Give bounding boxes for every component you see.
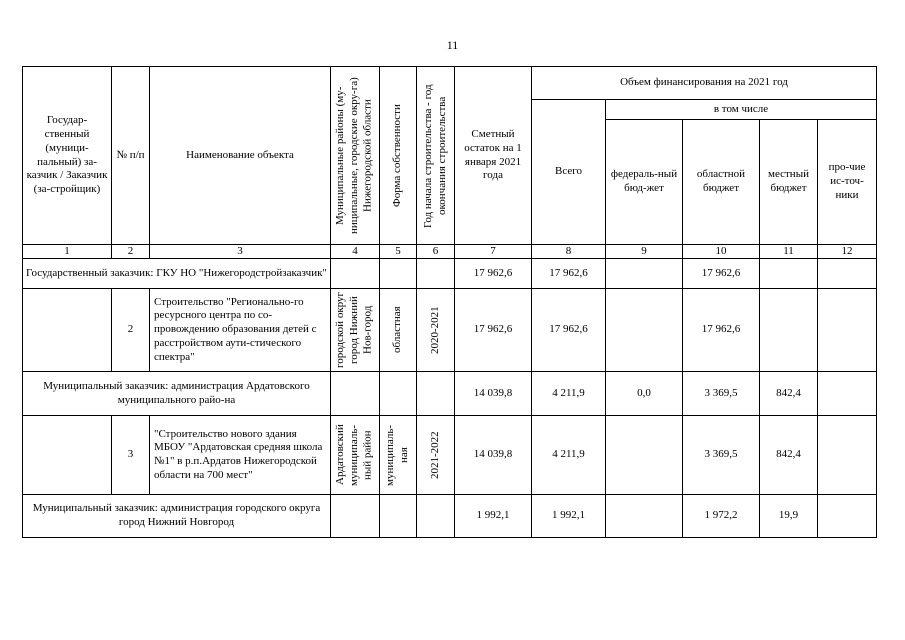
empty-cell <box>417 259 455 289</box>
customer-label: Муниципальный заказчик: администрация городского округа город Нижний Новгород <box>23 495 331 538</box>
other-cell <box>818 259 877 289</box>
federal-cell <box>606 289 683 372</box>
ownership-cell <box>380 289 417 372</box>
federal-cell <box>606 259 683 289</box>
column-number: 12 <box>818 245 877 259</box>
customer-row <box>23 495 877 538</box>
federal-cell <box>606 416 683 495</box>
page-number: 11 <box>446 38 459 52</box>
empty-cell <box>380 372 417 416</box>
regional-cell: 1 972,2 <box>683 495 760 538</box>
column-number: 11 <box>760 245 818 259</box>
customer-label: Государственный заказчик: ГКУ НО "Нижегородстройзаказчик" <box>23 259 331 289</box>
regional-cell: 3 369,5 <box>683 372 760 416</box>
object-municipality: Ардатовский муниципаль-ный район <box>334 424 374 486</box>
local-cell: 19,9 <box>760 495 818 538</box>
object-num: 2 <box>112 289 150 372</box>
other-cell <box>818 289 877 372</box>
object-num: 3 <box>112 416 150 495</box>
header-other: про-чие ис-точ-ники <box>818 120 877 245</box>
header-object-name: Наименование объекта <box>150 67 331 245</box>
local-cell <box>760 289 818 372</box>
other-cell <box>818 416 877 495</box>
other-cell <box>818 495 877 538</box>
federal-cell: 0,0 <box>606 372 683 416</box>
local-cell <box>760 259 818 289</box>
column-number: 6 <box>417 245 455 259</box>
total-cell: 4 211,9 <box>532 372 606 416</box>
header-municipality: Муниципальные районы (му-ниципальные, городские окру-га) Нижегородской области <box>334 77 374 234</box>
customer-row <box>23 372 877 416</box>
header-years: Год начала строительства - год окончания строительства <box>421 83 448 228</box>
empty-cell <box>380 259 417 289</box>
header-including: в том числе <box>606 100 877 120</box>
column-number: 10 <box>683 245 760 259</box>
header-years-cell <box>417 67 455 245</box>
empty-cell <box>417 495 455 538</box>
object-ownership: муниципаль-ная <box>384 424 410 486</box>
empty-cell <box>380 495 417 538</box>
estimated-cell: 17 962,6 <box>455 289 532 372</box>
local-cell: 842,4 <box>760 372 818 416</box>
object-row <box>23 416 877 495</box>
object-row <box>23 289 877 372</box>
estimated-cell: 14 039,8 <box>455 416 532 495</box>
empty-cell <box>331 259 380 289</box>
object-years: 2021-2022 <box>428 431 441 479</box>
regional-cell: 17 962,6 <box>683 289 760 372</box>
customer-row <box>23 259 877 289</box>
object-municipality: городской округ город Нижний Нов-город <box>334 291 374 369</box>
municipality-cell <box>331 416 380 495</box>
header-estimated-balance: Сметный остаток на 1 января 2021 года <box>455 67 532 245</box>
years-cell <box>417 416 455 495</box>
column-number: 5 <box>380 245 417 259</box>
object-years: 2020-2021 <box>428 306 441 354</box>
column-number: 8 <box>532 245 606 259</box>
financing-table <box>22 66 877 538</box>
customer-label: Муниципальный заказчик: администрация Ардатовского муниципального райо-на <box>23 372 331 416</box>
header-municipality-cell <box>331 67 380 245</box>
object-name: Строительство "Регионально-го ресурсного центра по со-провождению образования детей с расстройством аути-стического спектра" <box>150 289 331 372</box>
total-cell: 17 962,6 <box>532 289 606 372</box>
column-number: 2 <box>112 245 150 259</box>
estimated-cell: 17 962,6 <box>455 259 532 289</box>
empty-cell <box>23 416 112 495</box>
other-cell <box>818 372 877 416</box>
header-total: Всего <box>532 100 606 245</box>
header-ownership-cell <box>380 67 417 245</box>
federal-cell <box>606 495 683 538</box>
total-cell: 4 211,9 <box>532 416 606 495</box>
empty-cell <box>23 289 112 372</box>
header-num: № п/п <box>112 67 150 245</box>
ownership-cell <box>380 416 417 495</box>
header-federal: федераль-ный бюд-жет <box>606 120 683 245</box>
estimated-cell: 1 992,1 <box>455 495 532 538</box>
column-number: 1 <box>23 245 112 259</box>
header-local: местный бюджет <box>760 120 818 245</box>
empty-cell <box>417 372 455 416</box>
header-funding-2021: Объем финансирования на 2021 год <box>532 67 877 100</box>
total-cell: 1 992,1 <box>532 495 606 538</box>
municipality-cell <box>331 289 380 372</box>
object-name: "Строительство нового здания МБОУ "Ардатовская средняя школа №1" в р.п.Ардатов Нижегородской области на 700 мест" <box>150 416 331 495</box>
empty-cell <box>331 495 380 538</box>
column-number: 9 <box>606 245 683 259</box>
header-regional: областной бюджет <box>683 120 760 245</box>
header-ownership: Форма собственности <box>391 104 404 207</box>
object-ownership: областная <box>391 306 404 354</box>
regional-cell: 17 962,6 <box>683 259 760 289</box>
column-number: 7 <box>455 245 532 259</box>
estimated-cell: 14 039,8 <box>455 372 532 416</box>
column-number: 4 <box>331 245 380 259</box>
regional-cell: 3 369,5 <box>683 416 760 495</box>
total-cell: 17 962,6 <box>532 259 606 289</box>
local-cell: 842,4 <box>760 416 818 495</box>
years-cell <box>417 289 455 372</box>
column-numbers-row <box>23 245 877 259</box>
column-number: 3 <box>150 245 331 259</box>
empty-cell <box>331 372 380 416</box>
header-customer: Государ-ственный (муници-пальный) за-казчик / Заказчик (за-стройщик) <box>23 67 112 245</box>
